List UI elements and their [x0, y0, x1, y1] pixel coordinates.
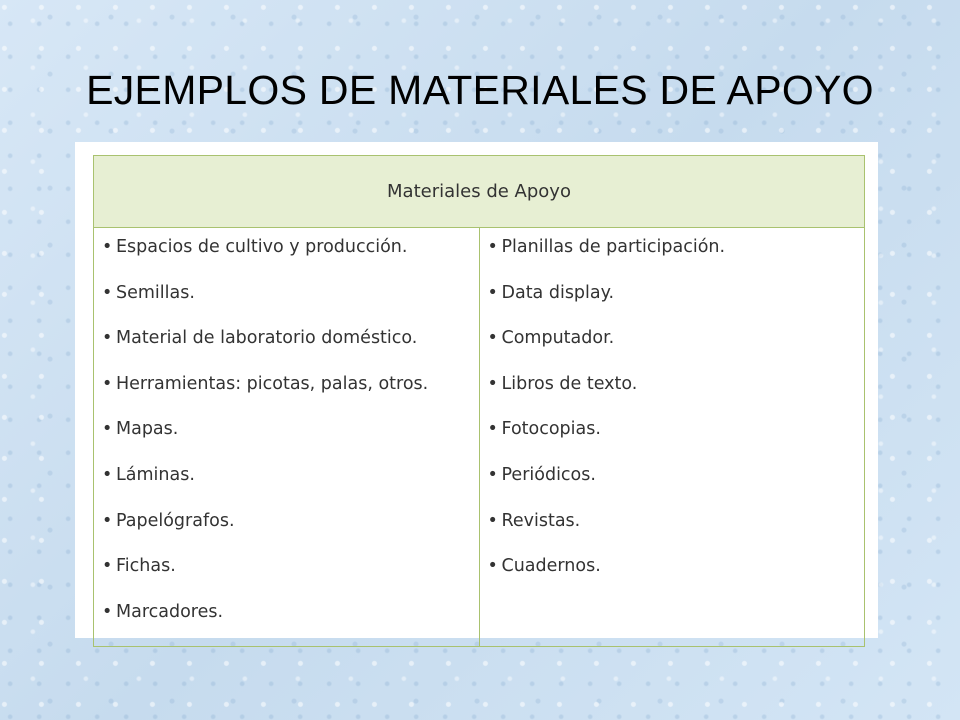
- list-item: [488, 418, 865, 464]
- materials-table: [93, 155, 865, 647]
- bullet-icon: •: [487, 282, 498, 303]
- list-item: [102, 555, 479, 601]
- list-item-text: Cuadernos.: [501, 556, 601, 577]
- bullet-icon: •: [487, 556, 498, 577]
- list-item-text: Revistas.: [501, 510, 581, 531]
- list-item: [102, 464, 479, 510]
- list-item: [488, 327, 865, 373]
- bullet-icon: •: [487, 464, 498, 485]
- bullet-icon: •: [102, 510, 113, 531]
- list-item: [102, 236, 479, 282]
- bullet-icon: •: [102, 556, 113, 577]
- list-item-text: Láminas.: [116, 464, 195, 485]
- bullet-icon: •: [102, 419, 113, 440]
- list-item-text: Fichas.: [116, 556, 176, 577]
- list-item: [102, 418, 479, 464]
- table-header-row: [94, 156, 865, 228]
- bullet-icon: •: [102, 237, 113, 257]
- list-item: [102, 327, 479, 373]
- bullet-icon: •: [487, 328, 498, 349]
- left-column: [94, 228, 480, 647]
- list-item-text: Herramientas: picotas, palas, otros.: [116, 373, 429, 394]
- list-item: [102, 601, 479, 647]
- list-item-text: Planillas de participación.: [501, 237, 726, 257]
- left-item-list: [102, 236, 479, 646]
- bullet-icon: •: [102, 464, 113, 485]
- list-item: [102, 510, 479, 556]
- bullet-icon: •: [487, 510, 498, 531]
- bullet-icon: •: [102, 601, 113, 622]
- list-item: [102, 373, 479, 419]
- table-body-row: [94, 228, 865, 647]
- list-item: [488, 236, 865, 282]
- bullet-icon: •: [102, 373, 113, 394]
- list-item-text: Papelógrafos.: [116, 510, 235, 531]
- list-item-text: Data display.: [501, 282, 615, 303]
- bullet-icon: •: [487, 237, 498, 257]
- list-item-text: Espacios de cultivo y producción.: [116, 237, 408, 257]
- materials-table-image: [75, 142, 878, 638]
- right-column: [479, 228, 865, 647]
- list-item-text: Material de laboratorio doméstico.: [116, 328, 418, 349]
- list-item: [488, 510, 865, 556]
- slide-title: EJEMPLOS DE MATERIALES DE APOYO: [86, 67, 874, 113]
- list-item-text: Computador.: [501, 328, 615, 349]
- bullet-icon: •: [487, 373, 498, 394]
- list-item: [488, 282, 865, 328]
- table-header: Materiales de Apoyo: [94, 156, 865, 228]
- list-item: [488, 464, 865, 510]
- list-item-text: Semillas.: [116, 282, 195, 303]
- bullet-icon: •: [102, 328, 113, 349]
- list-item: [102, 282, 479, 328]
- right-item-list: [488, 236, 865, 601]
- list-item-text: Mapas.: [116, 419, 179, 440]
- list-item-text: Marcadores.: [116, 601, 224, 622]
- list-item: [488, 555, 865, 601]
- bullet-icon: •: [487, 419, 498, 440]
- list-item: [488, 373, 865, 419]
- bullet-icon: •: [102, 282, 113, 303]
- list-item-text: Fotocopias.: [501, 419, 601, 440]
- list-item-text: Libros de texto.: [501, 373, 638, 394]
- list-item-text: Periódicos.: [501, 464, 596, 485]
